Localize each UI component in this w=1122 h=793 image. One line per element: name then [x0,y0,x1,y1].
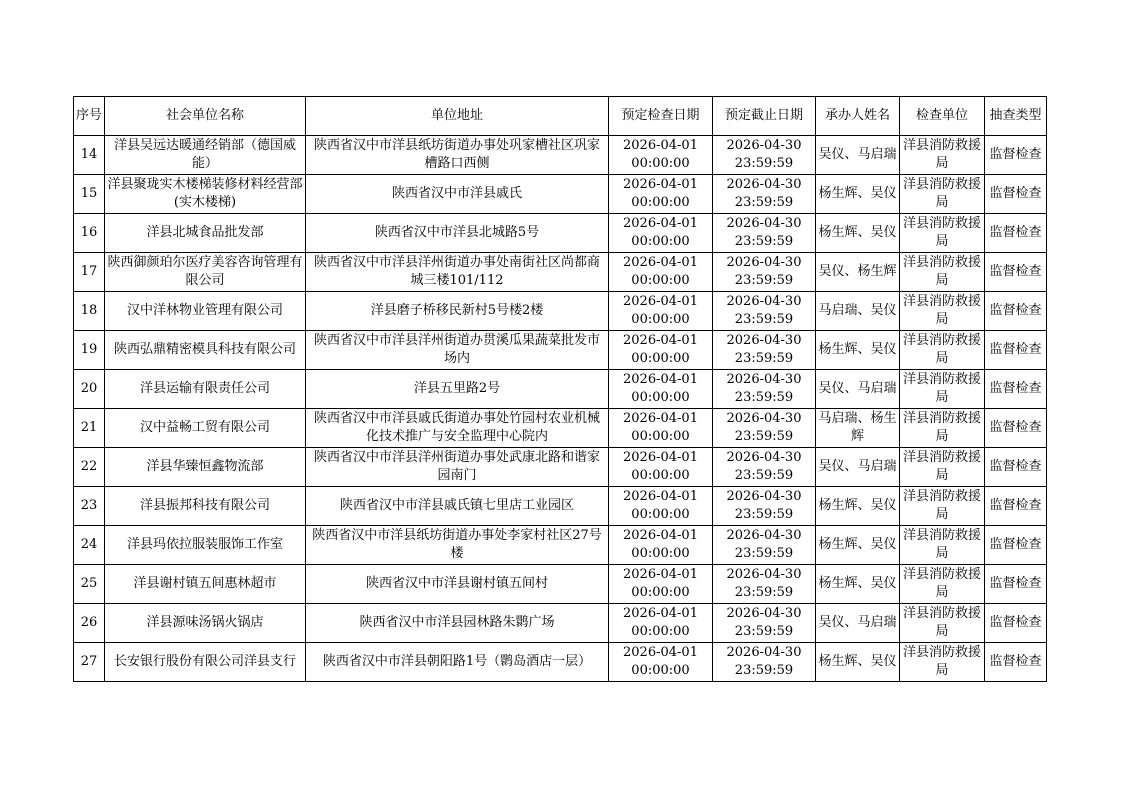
header-row [74,97,1047,136]
inspection-table [73,96,1047,682]
cell-type: 监督检查 [985,643,1047,682]
cell-name: 陕西弘鼎精密模具科技有限公司 [105,331,306,370]
cell-address: 陕西省汉中市洋县戚氏街道办事处竹园村农业机械化技术推广与安全监理中心院内 [306,409,609,448]
table-row [74,214,1047,253]
cell-staff: 吴仪、马启瑞 [816,604,900,643]
cell-no: 26 [74,604,105,643]
cell-type: 监督检查 [985,409,1047,448]
cell-type: 监督检查 [985,370,1047,409]
header-start-date: 预定检查日期 [609,97,713,136]
cell-start-date: 2026-04-01 00:00:00 [609,565,713,604]
cell-start-date: 2026-04-01 00:00:00 [609,175,713,214]
cell-staff: 吴仪、马启瑞 [816,370,900,409]
cell-staff: 吴仪、马启瑞 [816,448,900,487]
cell-name: 长安银行股份有限公司洋县支行 [105,643,306,682]
cell-address: 洋县磨子桥移民新村5号楼2楼 [306,292,609,331]
table-row [74,487,1047,526]
cell-no: 22 [74,448,105,487]
cell-address: 陕西省汉中市洋县洋州街道办事处武康北路和谐家园南门 [306,448,609,487]
cell-name: 洋县振邦科技有限公司 [105,487,306,526]
cell-name: 陕西御颜珀尔医疗美容咨询管理有限公司 [105,253,306,292]
cell-unit: 洋县消防救援局 [900,487,985,526]
cell-start-date: 2026-04-01 00:00:00 [609,370,713,409]
cell-start-date: 2026-04-01 00:00:00 [609,526,713,565]
cell-end-date: 2026-04-30 23:59:59 [713,253,816,292]
cell-type: 监督检查 [985,526,1047,565]
cell-staff: 杨生辉、吴仪 [816,214,900,253]
cell-address: 陕西省汉中市洋县朝阳路1号（鹮岛酒店一层） [306,643,609,682]
cell-staff: 杨生辉、吴仪 [816,526,900,565]
cell-name: 洋县运输有限责任公司 [105,370,306,409]
cell-no: 18 [74,292,105,331]
cell-no: 20 [74,370,105,409]
cell-address: 陕西省汉中市洋县戚氏镇七里店工业园区 [306,487,609,526]
table-row [74,526,1047,565]
cell-end-date: 2026-04-30 23:59:59 [713,214,816,253]
cell-type: 监督检查 [985,292,1047,331]
cell-name: 洋县北城食品批发部 [105,214,306,253]
cell-no: 17 [74,253,105,292]
cell-type: 监督检查 [985,214,1047,253]
cell-no: 27 [74,643,105,682]
header-unit: 检查单位 [900,97,985,136]
cell-start-date: 2026-04-01 00:00:00 [609,331,713,370]
cell-unit: 洋县消防救援局 [900,292,985,331]
table-row [74,409,1047,448]
header-end-date: 预定截止日期 [713,97,816,136]
cell-unit: 洋县消防救援局 [900,526,985,565]
cell-staff: 吴仪、杨生辉 [816,253,900,292]
cell-end-date: 2026-04-30 23:59:59 [713,643,816,682]
cell-start-date: 2026-04-01 00:00:00 [609,604,713,643]
cell-unit: 洋县消防救援局 [900,370,985,409]
table-row [74,370,1047,409]
cell-no: 24 [74,526,105,565]
cell-staff: 马启瑞、吴仪 [816,292,900,331]
cell-name: 汉中洋林物业管理有限公司 [105,292,306,331]
cell-no: 14 [74,136,105,175]
header-type: 抽查类型 [985,97,1047,136]
cell-no: 23 [74,487,105,526]
table-row [74,175,1047,214]
cell-end-date: 2026-04-30 23:59:59 [713,370,816,409]
cell-staff: 杨生辉、吴仪 [816,565,900,604]
cell-type: 监督检查 [985,253,1047,292]
cell-type: 监督检查 [985,565,1047,604]
cell-address: 陕西省汉中市洋县园林路朱鹮广场 [306,604,609,643]
header-no: 序号 [74,97,105,136]
table-row [74,292,1047,331]
header-name: 社会单位名称 [105,97,306,136]
cell-no: 21 [74,409,105,448]
cell-end-date: 2026-04-30 23:59:59 [713,448,816,487]
cell-start-date: 2026-04-01 00:00:00 [609,292,713,331]
cell-address: 陕西省汉中市洋县洋州街道办事处南街社区尚都商城三楼101/112 [306,253,609,292]
cell-start-date: 2026-04-01 00:00:00 [609,253,713,292]
table-row [74,331,1047,370]
cell-type: 监督检查 [985,487,1047,526]
cell-unit: 洋县消防救援局 [900,253,985,292]
cell-name: 洋县吴远达暖通经销部（德国威能） [105,136,306,175]
cell-start-date: 2026-04-01 00:00:00 [609,448,713,487]
cell-start-date: 2026-04-01 00:00:00 [609,409,713,448]
cell-no: 16 [74,214,105,253]
table-row [74,448,1047,487]
cell-name: 洋县聚珑实木楼梯装修材料经营部(实木楼梯) [105,175,306,214]
cell-type: 监督检查 [985,175,1047,214]
cell-type: 监督检查 [985,136,1047,175]
cell-no: 25 [74,565,105,604]
cell-type: 监督检查 [985,604,1047,643]
cell-unit: 洋县消防救援局 [900,214,985,253]
cell-start-date: 2026-04-01 00:00:00 [609,136,713,175]
cell-unit: 洋县消防救援局 [900,643,985,682]
cell-address: 洋县五里路2号 [306,370,609,409]
cell-name: 洋县源味汤锅火锅店 [105,604,306,643]
cell-end-date: 2026-04-30 23:59:59 [713,292,816,331]
table-row [74,136,1047,175]
header-staff: 承办人姓名 [816,97,900,136]
table-row [74,604,1047,643]
cell-no: 15 [74,175,105,214]
header-address: 单位地址 [306,97,609,136]
cell-staff: 杨生辉、吴仪 [816,175,900,214]
cell-address: 陕西省汉中市洋县洋州街道办贯溪瓜果蔬菜批发市场内 [306,331,609,370]
cell-address: 陕西省汉中市洋县谢村镇五间村 [306,565,609,604]
cell-end-date: 2026-04-30 23:59:59 [713,565,816,604]
cell-name: 洋县华臻恒鑫物流部 [105,448,306,487]
table-row [74,643,1047,682]
cell-staff: 马启瑞、杨生辉 [816,409,900,448]
cell-staff: 杨生辉、吴仪 [816,643,900,682]
cell-end-date: 2026-04-30 23:59:59 [713,331,816,370]
cell-end-date: 2026-04-30 23:59:59 [713,526,816,565]
cell-address: 陕西省汉中市洋县北城路5号 [306,214,609,253]
cell-end-date: 2026-04-30 23:59:59 [713,487,816,526]
cell-start-date: 2026-04-01 00:00:00 [609,643,713,682]
cell-address: 陕西省汉中市洋县戚氏 [306,175,609,214]
cell-end-date: 2026-04-30 23:59:59 [713,136,816,175]
cell-address: 陕西省汉中市洋县纸坊街道办事处李家村社区27号楼 [306,526,609,565]
cell-name: 洋县谢村镇五间惠林超市 [105,565,306,604]
cell-unit: 洋县消防救援局 [900,448,985,487]
cell-end-date: 2026-04-30 23:59:59 [713,175,816,214]
cell-name: 洋县玛依拉服装服饰工作室 [105,526,306,565]
cell-end-date: 2026-04-30 23:59:59 [713,604,816,643]
cell-unit: 洋县消防救援局 [900,409,985,448]
cell-staff: 杨生辉、吴仪 [816,331,900,370]
cell-name: 汉中益畅工贸有限公司 [105,409,306,448]
cell-start-date: 2026-04-01 00:00:00 [609,487,713,526]
cell-unit: 洋县消防救援局 [900,136,985,175]
cell-no: 19 [74,331,105,370]
cell-unit: 洋县消防救援局 [900,604,985,643]
cell-unit: 洋县消防救援局 [900,565,985,604]
cell-type: 监督检查 [985,448,1047,487]
cell-address: 陕西省汉中市洋县纸坊街道办事处巩家槽社区巩家槽路口西侧 [306,136,609,175]
cell-start-date: 2026-04-01 00:00:00 [609,214,713,253]
cell-end-date: 2026-04-30 23:59:59 [713,409,816,448]
table-row [74,565,1047,604]
cell-unit: 洋县消防救援局 [900,175,985,214]
cell-unit: 洋县消防救援局 [900,331,985,370]
cell-staff: 杨生辉、吴仪 [816,487,900,526]
table-row [74,253,1047,292]
cell-staff: 吴仪、马启瑞 [816,136,900,175]
cell-type: 监督检查 [985,331,1047,370]
